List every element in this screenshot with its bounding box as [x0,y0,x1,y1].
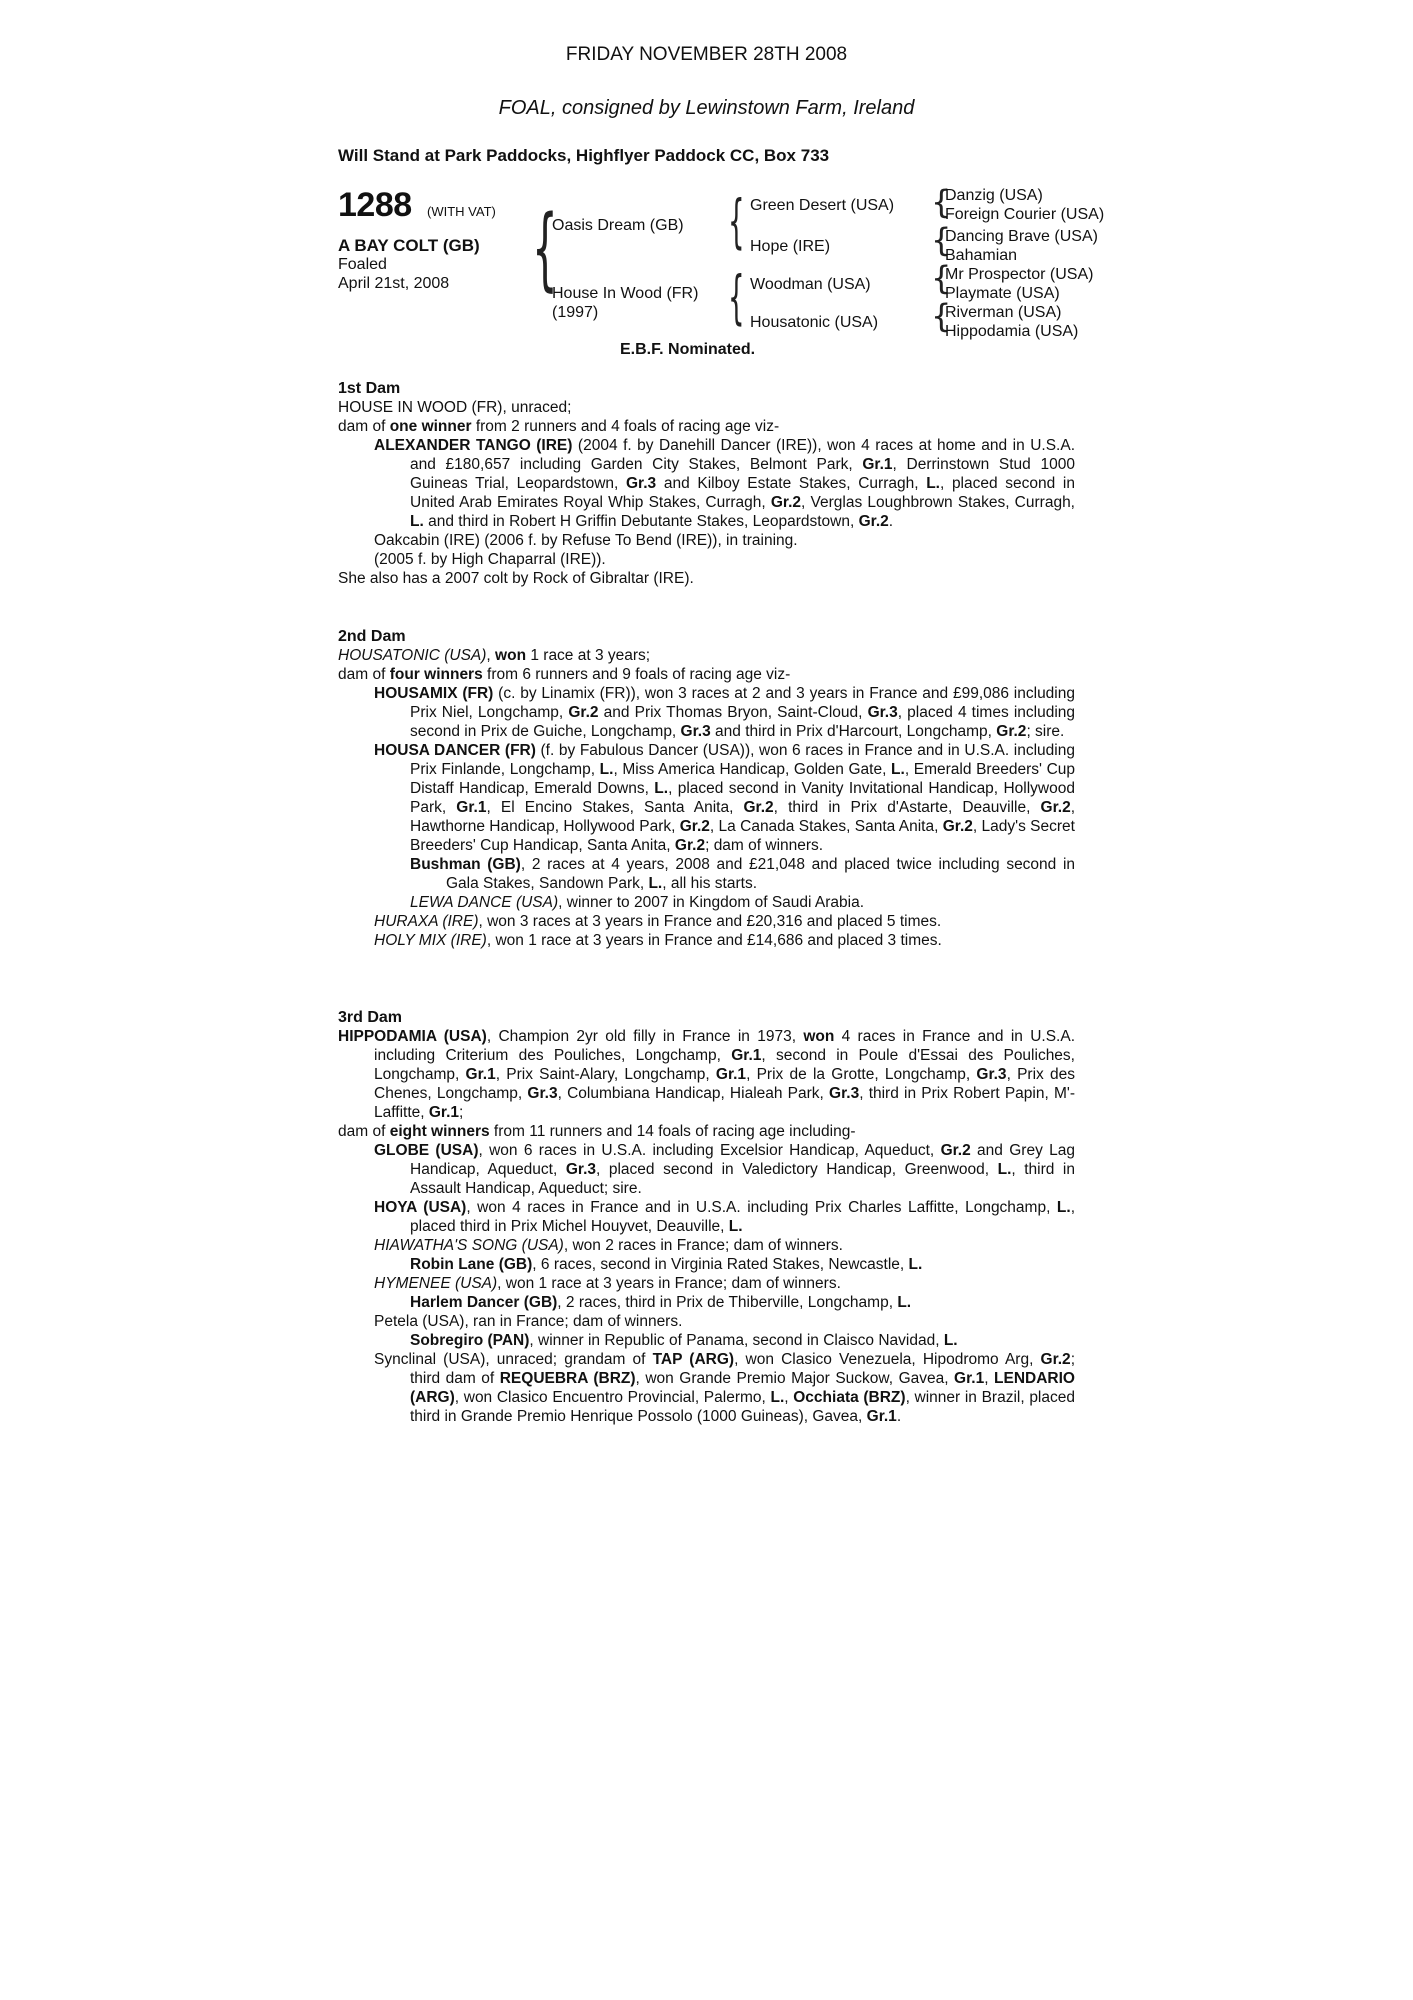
pedigree-brace-g1: { [931,183,952,221]
sale-date: FRIDAY NOVEMBER 28TH 2008 [565,44,848,65]
second-dam-produce-line: dam of four winners from 6 runners and 9 foals of racing age viz- [338,666,791,683]
pedigree-g1: Danzig (USA) [945,187,1043,204]
pedigree-dam-dam: Housatonic (USA) [750,314,879,331]
ebf-nominated: E.B.F. Nominated. [620,341,756,358]
first-dam-line: HOUSE IN WOOD (FR), unraced; [338,399,572,416]
second-dam-section [338,627,1075,950]
stand-location: Will Stand at Park Paddocks, Highflyer Paddock CC, Box 733 [338,146,830,165]
robin-lane-entry: Robin Lane (GB), 6 races, second in Virginia Rated Stakes, Newcastle, L. [410,1256,923,1273]
sobregiro-entry: Sobregiro (PAN), winner in Republic of Panama, second in Claisco Navidad, L. [410,1332,958,1349]
synclinal-entry: Synclinal (USA), unraced; grandam of TAP (ARG), won Clasico Venezuela, Hipodromo Arg, Gr.2; third dam of REQUEBRA (BRZ), won Grande Premio Major Suckow, Gavea, Gr.1, LENDARIO (ARG), won Clasico Encuentro Provincial, Palermo, L., Occhiata (BRZ), winner in Brazil, placed third in Grande Premio Henrique Possolo (1000 Guineas), Gavea, Gr.1. [374,1351,1075,1425]
hymenee-entry: HYMENEE (USA), won 1 race at 3 years in France; dam of winners. [374,1275,841,1292]
pedigree-brace-g2: { [931,221,952,259]
hoya-entry: HOYA (USA), won 4 races in France and in U.S.A. including Prix Charles Laffitte, Longchamp, L., placed third in Prix Michel Houyvet, Deauville, L. [374,1199,1075,1235]
pedigree-sire-dam: Hope (IRE) [750,238,831,255]
harlem-dancer-entry: Harlem Dancer (GB), 2 races, third in Prix de Thiberville, Longchamp, L. [410,1294,912,1311]
petela-entry: Petela (USA), ran in France; dam of winners. [374,1313,683,1330]
bushman-entry: Bushman (GB), 2 races at 4 years, 2008 and £21,048 and placed twice including second in Gala Stakes, Sandown Park, L., all his starts. [410,856,1076,892]
foal-2005-entry: (2005 f. by High Chaparral (IRE)). [374,551,606,568]
pedigree-brace-sire: { [728,187,745,255]
housamix-entry: HOUSAMIX (FR) (c. by Linamix (FR)), won 3 races at 2 and 3 years in France and £99,086 including Prix Niel, Longchamp, Gr.2 and Prix Thomas Bryon, Saint-Cloud, Gr.3, placed 4 times including second in Prix de Guiche, Longchamp, Gr.3 and third in Prix d'Harcourt, Longchamp, Gr.2; sire. [374,685,1075,740]
pedigree-brace-g4: { [931,297,952,335]
huraxa-entry: HURAXA (IRE), won 3 races at 3 years in France and £20,316 and placed 5 times. [374,913,942,930]
pedigree-g2: Foreign Courier (USA) [945,206,1105,223]
pedigree-g6: Playmate (USA) [945,285,1060,302]
third-dam-heading: 3rd Dam [338,1009,403,1026]
pedigree-brace-dam: { [728,263,745,331]
hiawathas-song-entry: HIAWATHA'S SONG (USA), won 2 races in France; dam of winners. [374,1237,843,1254]
pedigree-brace-main: { [532,196,558,301]
lot-description: A BAY COLT (GB) [338,236,480,255]
pedigree-brace-g3: { [931,259,952,297]
pedigree-sire: Oasis Dream (GB) [552,217,684,234]
lewa-dance-entry: LEWA DANCE (USA), winner to 2007 in Kingdom of Saudi Arabia. [410,894,865,911]
lot-number: 1288 [338,186,412,224]
pedigree-g5: Mr Prospector (USA) [945,266,1094,283]
alexander-tango-entry: ALEXANDER TANGO (IRE) (2004 f. by Danehill Dancer (IRE)), won 4 races at home and in U.S.A. and £180,657 including Garden City Stakes, Belmont Park, Gr.1, Derrinstown Stud 1000 Guineas Trial, Leopardstown, Gr.3 and Kilboy Estate Stakes, Curragh, L., placed second in United Arab Emirates Royal Whip Stakes, Curragh, Gr.2, Verglas Loughbrown Stakes, Curragh, L. and third in Robert H Griffin Debutante Stakes, Leopardstown, Gr.2. [374,437,1076,530]
pedigree-dam: House In Wood (FR) [552,285,699,302]
pedigree-g4: Bahamian [945,247,1018,264]
first-dam-section [338,379,1075,588]
vat-note: (WITH VAT) [427,204,496,219]
foaled-label: Foaled [338,256,387,273]
hippodamia-entry: HIPPODAMIA (USA), Champion 2yr old filly in France in 1973, won 4 races in France and in U.S.A. including Criterium des Pouliches, Longchamp, Gr.1, second in Poule d'Essai des Pouliches, Longchamp, Gr.1, Prix Saint-Alary, Longchamp, Gr.1, Prix de la Grotte, Longchamp, Gr.3, Prix des Chenes, Longchamp, Gr.3, Columbiana Handicap, Hialeah Park, Gr.3, third in Prix Robert Papin, M'-Laffitte, Gr.1; [338,1028,1076,1121]
housa-dancer-entry: HOUSA DANCER (FR) (f. by Fabulous Dancer (USA)), won 6 races in France and in U.S.A. including Prix Finlande, Longchamp, L., Miss America Handicap, Golden Gate, L., Emerald Breeders' Cup Distaff Handicap, Emerald Downs, L., placed second in Vanity Invitational Handicap, Hollywood Park, Gr.1, El Encino Stakes, Santa Anita, Gr.2, third in Prix d'Astarte, Deauville, Gr.2, Hawthorne Handicap, Hollywood Park, Gr.2, La Canada Stakes, Santa Anita, Gr.2, Lady's Secret Breeders' Cup Handicap, Santa Anita, Gr.2; dam of winners. [374,742,1076,854]
third-dam-produce-line: dam of eight winners from 11 runners and 14 foals of racing age including- [338,1123,856,1140]
first-dam-also-line: She also has a 2007 colt by Rock of Gibraltar (IRE). [338,570,694,587]
holy-mix-entry: HOLY MIX (IRE), won 1 race at 3 years in France and £14,686 and placed 3 times. [374,932,942,949]
first-dam-produce-line: dam of one winner from 2 runners and 4 foals of racing age viz- [338,418,780,435]
globe-entry: GLOBE (USA), won 6 races in U.S.A. including Excelsior Handicap, Aqueduct, Gr.2 and Grey Lag Handicap, Aqueduct, Gr.3, placed second in Valedictory Handicap, Greenwood, L., third in Assault Handicap, Aqueduct; sire. [374,1142,1076,1197]
first-dam-heading: 1st Dam [338,380,401,397]
oakcabin-entry: Oakcabin (IRE) (2006 f. by Refuse To Bend (IRE)), in training. [374,532,798,549]
pedigree-g8: Hippodamia (USA) [945,323,1079,340]
pedigree-dam-year: (1997) [552,304,599,321]
pedigree-g7: Riverman (USA) [945,304,1062,321]
third-dam-section [338,1008,1075,1426]
second-dam-line: HOUSATONIC (USA), won 1 race at 3 years; [338,647,651,664]
second-dam-heading: 2nd Dam [338,628,406,645]
pedigree-dam-sire: Woodman (USA) [750,276,871,293]
pedigree-sire-sire: Green Desert (USA) [750,197,895,214]
foaled-date: April 21st, 2008 [338,275,450,292]
pedigree-g3: Dancing Brave (USA) [945,228,1098,245]
consignment-line: FOAL, consigned by Lewinstown Farm, Ireland [498,97,915,119]
